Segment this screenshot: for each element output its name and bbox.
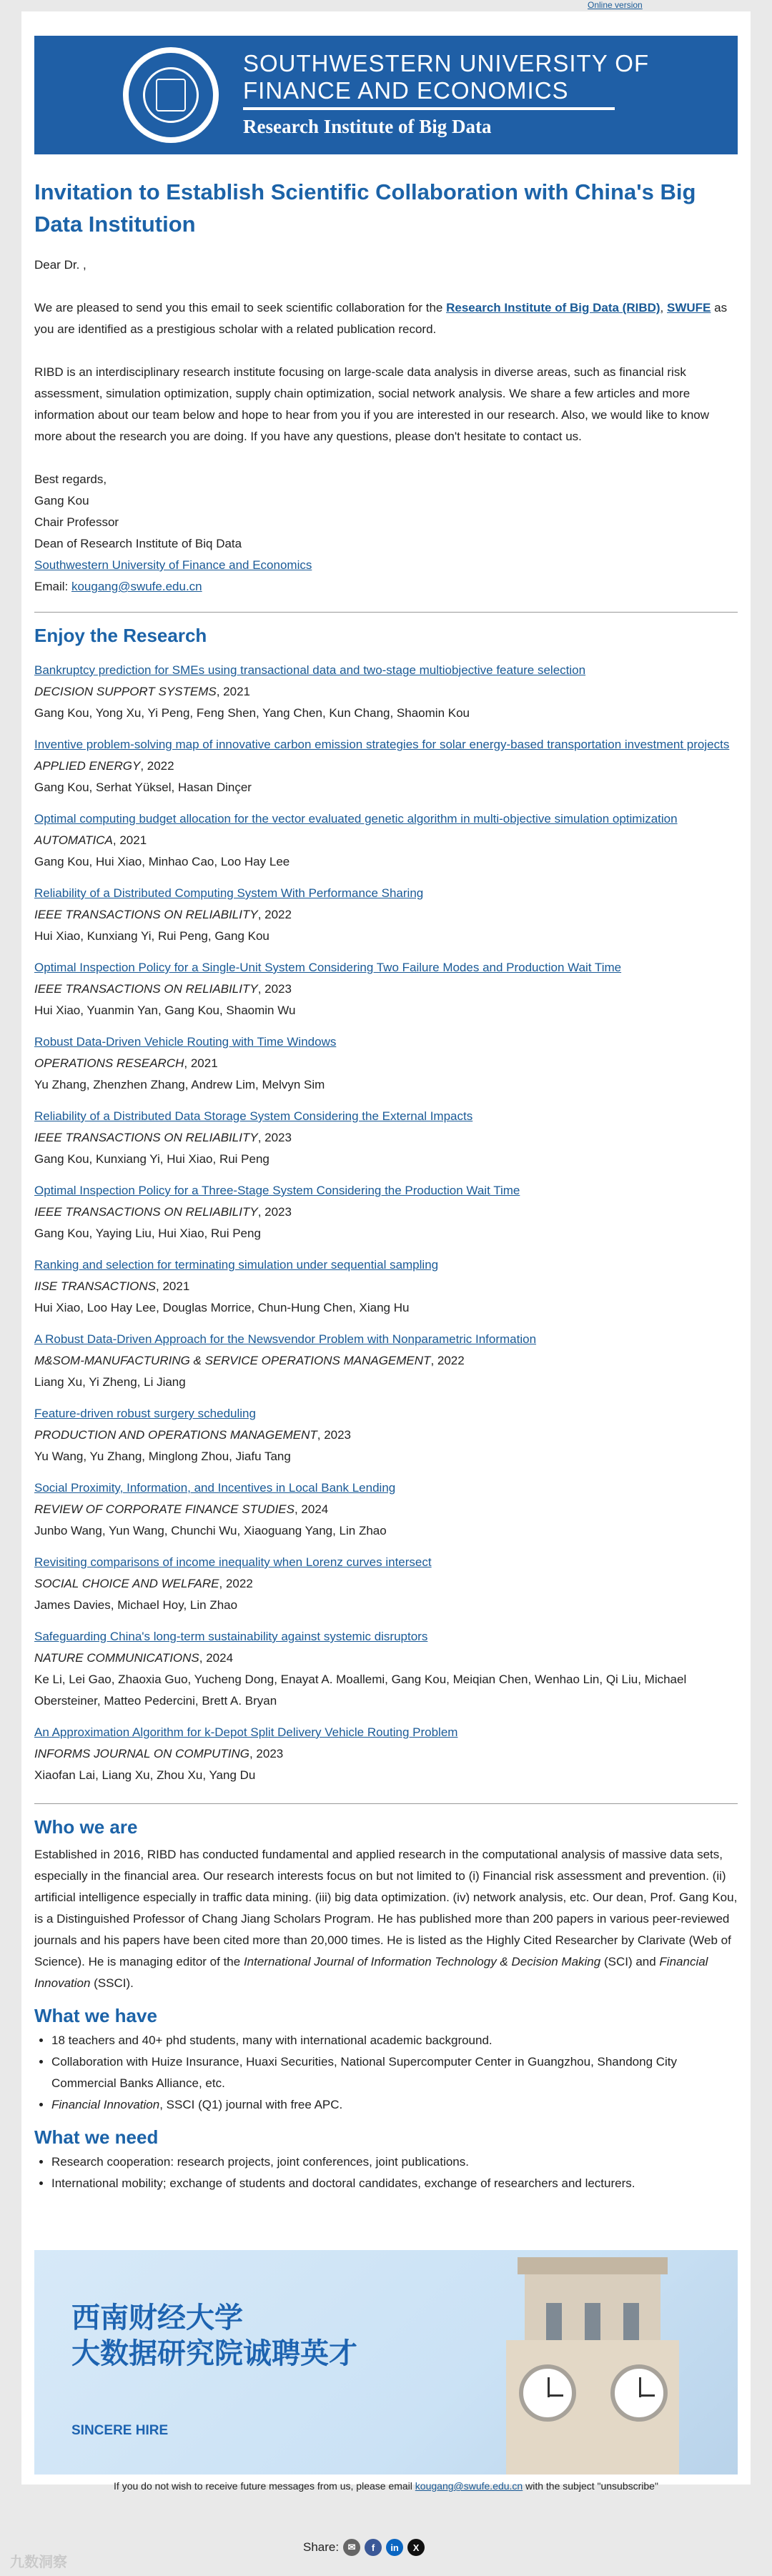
publication-item <box>34 1552 738 1616</box>
publication-title-link[interactable]: Feature-driven robust surgery scheduling <box>34 1407 256 1420</box>
publication-year: , 2023 <box>257 1131 292 1144</box>
divider <box>34 1803 738 1804</box>
publication-title-link[interactable]: An Approximation Algorithm for k-Depot Split Delivery Vehicle Routing Problem <box>34 1725 458 1739</box>
publication-title-link[interactable]: Social Proximity, Information, and Incentives in Local Bank Lending <box>34 1481 396 1495</box>
publication-venue: IISE TRANSACTIONS <box>34 1279 157 1293</box>
x-icon[interactable]: X <box>407 2539 425 2556</box>
publication-authors: Yu Zhang, Zhenzhen Zhang, Andrew Lim, Melvyn Sim <box>34 1078 325 1091</box>
publication-year: , 2023 <box>249 1747 284 1760</box>
intro-text: We are pleased to send you this email to seek scientific collaboration for the <box>34 301 447 314</box>
tower-window <box>623 2303 639 2340</box>
hire-subtitle-cn: 大数据研究院诚聘英才 <box>71 2338 357 2369</box>
have-heading: What we have <box>34 2005 157 2026</box>
publication-year: , 2022 <box>430 1354 465 1367</box>
unsubscribe-email-link[interactable]: kougang@swufe.edu.cn <box>415 2480 523 2492</box>
institute-name: Research Institute of Big Data <box>243 116 492 137</box>
online-version-link[interactable]: Online version <box>588 0 643 10</box>
publication-item <box>34 883 738 947</box>
publication-authors: Gang Kou, Yaying Liu, Hui Xiao, Rui Peng <box>34 1227 261 1240</box>
hire-title-en: SINCERE HIRE <box>71 2423 169 2438</box>
linkedin-icon[interactable]: in <box>386 2539 403 2556</box>
list-item-text: , SSCI (Q1) journal with free APC. <box>159 2098 343 2111</box>
publication-item <box>34 1031 738 1096</box>
have-list <box>51 2030 738 2116</box>
need-list <box>51 2151 738 2194</box>
publication-venue: DECISION SUPPORT SYSTEMS <box>34 685 217 698</box>
list-item: • International mobility; exchange of students and doctoral candidates, exchange of researchers and lecturers. <box>51 2173 738 2194</box>
publication-title-link[interactable]: Revisiting comparisons of income inequality when Lorenz curves intersect <box>34 1555 432 1569</box>
journal-fi: Financial Innovation <box>51 2098 160 2111</box>
who-heading: Who we are <box>34 1816 138 1838</box>
university-link[interactable]: Southwestern University of Finance and Economics <box>34 558 312 572</box>
publication-venue: OPERATIONS RESEARCH <box>34 1056 184 1070</box>
need-heading: What we need <box>34 2126 159 2148</box>
university-seal-logo <box>123 47 219 143</box>
publication-authors: Xiaofan Lai, Liang Xu, Zhou Xu, Yang Du <box>34 1768 256 1782</box>
ribd-link[interactable]: Research Institute of Big Data (RIBD) <box>446 301 660 314</box>
signer-role: Chair Professor <box>34 515 119 529</box>
hiring-banner[interactable] <box>34 2250 738 2475</box>
publication-title-link[interactable]: A Robust Data-Driven Approach for the Newsvendor Problem with Nonparametric Information <box>34 1332 537 1346</box>
publication-venue: IEEE TRANSACTIONS ON RELIABILITY <box>34 1131 258 1144</box>
publication-year: , 2022 <box>140 759 174 773</box>
hire-title-cn: 西南财经大学 <box>71 2302 243 2334</box>
email-link[interactable]: kougang@swufe.edu.cn <box>71 580 202 593</box>
who-text-2: (SCI) and <box>600 1955 660 1968</box>
share-bar <box>303 2539 425 2556</box>
who-text-3: (SSCI). <box>90 1976 134 1990</box>
tower-roof <box>518 2257 668 2274</box>
unsubscribe-note <box>21 2480 751 2492</box>
publication-venue: IEEE TRANSACTIONS ON RELIABILITY <box>34 982 258 996</box>
share-label: Share: <box>303 2540 340 2554</box>
publication-title-link[interactable]: Ranking and selection for terminating simulation under sequential sampling <box>34 1258 439 1272</box>
publication-year: , 2022 <box>219 1577 253 1590</box>
publication-item <box>34 957 738 1021</box>
seal-inner <box>129 53 213 137</box>
publication-year: , 2024 <box>294 1502 329 1516</box>
journal-ijitdm: International Journal of Information Technology & Decision Making <box>243 1955 601 1968</box>
publication-year: , 2023 <box>317 1428 352 1442</box>
publication-item <box>34 1403 738 1467</box>
publication-title-link[interactable]: Optimal computing budget allocation for the vector evaluated genetic algorithm in multi-objective simulation optimization <box>34 812 678 826</box>
publication-year: , 2021 <box>184 1056 218 1070</box>
publication-venue: APPLIED ENERGY <box>34 759 141 773</box>
publication-item <box>34 808 738 873</box>
email-content <box>34 176 738 2194</box>
publication-item <box>34 734 738 798</box>
publication-venue: IEEE TRANSACTIONS ON RELIABILITY <box>34 1205 258 1219</box>
clock-tower-image <box>489 2257 696 2475</box>
regards: Best regards, <box>34 472 107 486</box>
seal-emblem <box>156 79 186 112</box>
publication-item <box>34 1254 738 1319</box>
publication-item <box>34 1106 738 1170</box>
tower-top <box>525 2274 660 2340</box>
tower-window <box>585 2303 600 2340</box>
signature <box>34 469 738 598</box>
publication-venue: M&SOM-MANUFACTURING & SERVICE OPERATIONS MANAGEMENT <box>34 1354 431 1367</box>
publication-item <box>34 1329 738 1393</box>
intro-paragraph <box>34 297 738 340</box>
publication-venue: REVIEW OF CORPORATE FINANCE STUDIES <box>34 1502 295 1516</box>
university-name-line1: SOUTHWESTERN UNIVERSITY OF <box>243 50 650 76</box>
swufe-link[interactable]: SWUFE <box>667 301 711 314</box>
facebook-icon[interactable]: f <box>365 2539 382 2556</box>
publication-item <box>34 1180 738 1244</box>
publication-title-link[interactable]: Safeguarding China's long-term sustainability against systemic disruptors <box>34 1630 428 1643</box>
clock-icon <box>610 2364 668 2422</box>
publication-authors: Hui Xiao, Loo Hay Lee, Douglas Morrice, Chun-Hung Chen, Xiang Hu <box>34 1301 410 1314</box>
publication-year: , 2024 <box>199 1651 234 1665</box>
publication-year: , 2021 <box>112 833 147 847</box>
publication-item <box>34 1722 738 1786</box>
greeting: Dear Dr. , <box>34 258 86 272</box>
publication-venue: SOCIAL CHOICE AND WELFARE <box>34 1577 219 1590</box>
ribd-paragraph: RIBD is an interdisciplinary research institute focusing on large-scale data analysis in diverse areas, such as financial risk assessment, simulation optimization, supply chain optimization, social network analysis. We share a few articles and more information about our team below and hope to hear from you if you are interested in our research. Also, we would like to know more about the research you are doing. If you have any questions, please don't hesitate to contact us. <box>34 365 710 443</box>
top-bar <box>0 0 772 11</box>
email-label: Email: <box>34 580 71 593</box>
publication-authors: Junbo Wang, Yun Wang, Chunchi Wu, Xiaoguang Yang, Lin Zhao <box>34 1524 387 1537</box>
publication-authors: Gang Kou, Hui Xiao, Minhao Cao, Loo Hay Lee <box>34 855 290 868</box>
publication-authors: Gang Kou, Kunxiang Yi, Hui Xiao, Rui Peng <box>34 1152 269 1166</box>
banner-divider <box>243 107 615 110</box>
publication-year: , 2023 <box>257 982 292 996</box>
clock-icon <box>519 2364 576 2422</box>
publication-venue: PRODUCTION AND OPERATIONS MANAGEMENT <box>34 1428 317 1442</box>
unsub-text-end: with the subject "unsubscribe" <box>523 2480 658 2492</box>
publication-item <box>34 660 738 724</box>
publication-year: , 2023 <box>257 1205 292 1219</box>
signer-name: Gang Kou <box>34 494 89 507</box>
watermark-logo: 九数洞察 <box>10 2555 67 2570</box>
publication-authors: Yu Wang, Yu Zhang, Minglong Zhou, Jiafu Tang <box>34 1450 291 1463</box>
university-name <box>243 50 649 104</box>
publication-title-link[interactable]: Robust Data-Driven Vehicle Routing with Time Windows <box>34 1035 337 1049</box>
publication-authors: James Davies, Michael Hoy, Lin Zhao <box>34 1598 238 1612</box>
publication-authors: Gang Kou, Serhat Yüksel, Hasan Dinçer <box>34 781 252 794</box>
publication-authors: Ke Li, Lei Gao, Zhaoxia Guo, Yucheng Dong, Enayat A. Moallemi, Gang Kou, Meiqian Chen, Wenhao Lin, Qi Liu, Michael Obersteiner, Matteo Pedercini, Brett A. Bryan <box>34 1673 687 1708</box>
publication-authors: Hui Xiao, Kunxiang Yi, Rui Peng, Gang Kou <box>34 929 269 943</box>
list-item: • Collaboration with Huize Insurance, Huaxi Securities, National Supercomputer Center in Guangzhou, Shandong City Commercial Banks Alliance, etc. <box>51 2051 738 2094</box>
list-item: • 18 teachers and 40+ phd students, many with international academic background. <box>51 2030 738 2051</box>
publication-title-link[interactable]: Optimal Inspection Policy for a Three-Stage System Considering the Production Wait Time <box>34 1184 520 1197</box>
list-item: • Research cooperation: research projects, joint conferences, joint publications. <box>51 2151 738 2173</box>
signer-title: Dean of Research Institute of Biq Data <box>34 537 242 550</box>
publication-title-link[interactable]: Optimal Inspection Policy for a Single-Unit System Considering Two Failure Modes and Production Wait Time <box>34 961 622 974</box>
unsub-text: If you do not wish to receive future messages from us, please email <box>114 2480 415 2492</box>
list-item <box>51 2094 738 2116</box>
publication-venue: NATURE COMMUNICATIONS <box>34 1651 199 1665</box>
publication-item <box>34 1477 738 1542</box>
who-text: Established in 2016, RIBD has conducted fundamental and applied research in the computational analysis of massive data sets, especially in the financial area. Our research interests focus on but not limited to (i) Financial risk assessment and prevention. (ii) artificial intelligence especially in traffic data mining. (iii) big data optimization. (iv) network analysis, etc. Our dean, Prof. Gang Kou, is a Distinguished Professor of Chang Jiang Scholars Program. He has published more than 200 papers in various peer-reviewed journals and his papers have been cited more than 20,000 times. He is listed as the Highly Cited Researcher by Clarivate (Web of Science). He is managing editor of the <box>34 1848 738 1968</box>
publication-title-link[interactable]: Reliability of a Distributed Computing System With Performance Sharing <box>34 886 424 900</box>
publication-title-link[interactable]: Bankruptcy prediction for SMEs using transactional data and two-stage multiobjective feature selection <box>34 663 586 677</box>
publication-year: , 2021 <box>216 685 250 698</box>
publication-item <box>34 1626 738 1712</box>
publication-list <box>34 660 738 1786</box>
tower-window <box>546 2303 562 2340</box>
publication-authors: Hui Xiao, Yuanmin Yan, Gang Kou, Shaomin Wu <box>34 1004 296 1017</box>
publication-title-link[interactable]: Inventive problem-solving map of innovative carbon emission strategies for solar energy-based transportation investment projects <box>34 738 730 751</box>
page-title: Invitation to Establish Scientific Collaboration with China's Big Data Institution <box>34 179 696 237</box>
divider <box>34 612 738 613</box>
intro-comma: , <box>660 301 667 314</box>
university-name-line2: FINANCE AND ECONOMICS <box>243 77 569 104</box>
publication-authors: Gang Kou, Yong Xu, Yi Peng, Feng Shen, Yang Chen, Kun Chang, Shaomin Kou <box>34 706 470 720</box>
publication-year: , 2021 <box>156 1279 190 1293</box>
journal-fi: Financial Innovation <box>34 1955 708 1990</box>
research-heading: Enjoy the Research <box>34 625 207 646</box>
publication-title-link[interactable]: Reliability of a Distributed Data Storage System Considering the External Impacts <box>34 1109 473 1123</box>
publication-venue: IEEE TRANSACTIONS ON RELIABILITY <box>34 908 258 921</box>
mail-icon[interactable]: ✉ <box>343 2539 360 2556</box>
publication-year: , 2022 <box>257 908 292 921</box>
intro-text-end: as you are identified as a prestigious scholar with a related publication record. <box>34 301 728 336</box>
who-paragraph <box>34 1844 738 1994</box>
publication-venue: INFORMS JOURNAL ON COMPUTING <box>34 1747 249 1760</box>
publication-authors: Liang Xu, Yi Zheng, Li Jiang <box>34 1375 186 1389</box>
publication-venue: AUTOMATICA <box>34 833 113 847</box>
